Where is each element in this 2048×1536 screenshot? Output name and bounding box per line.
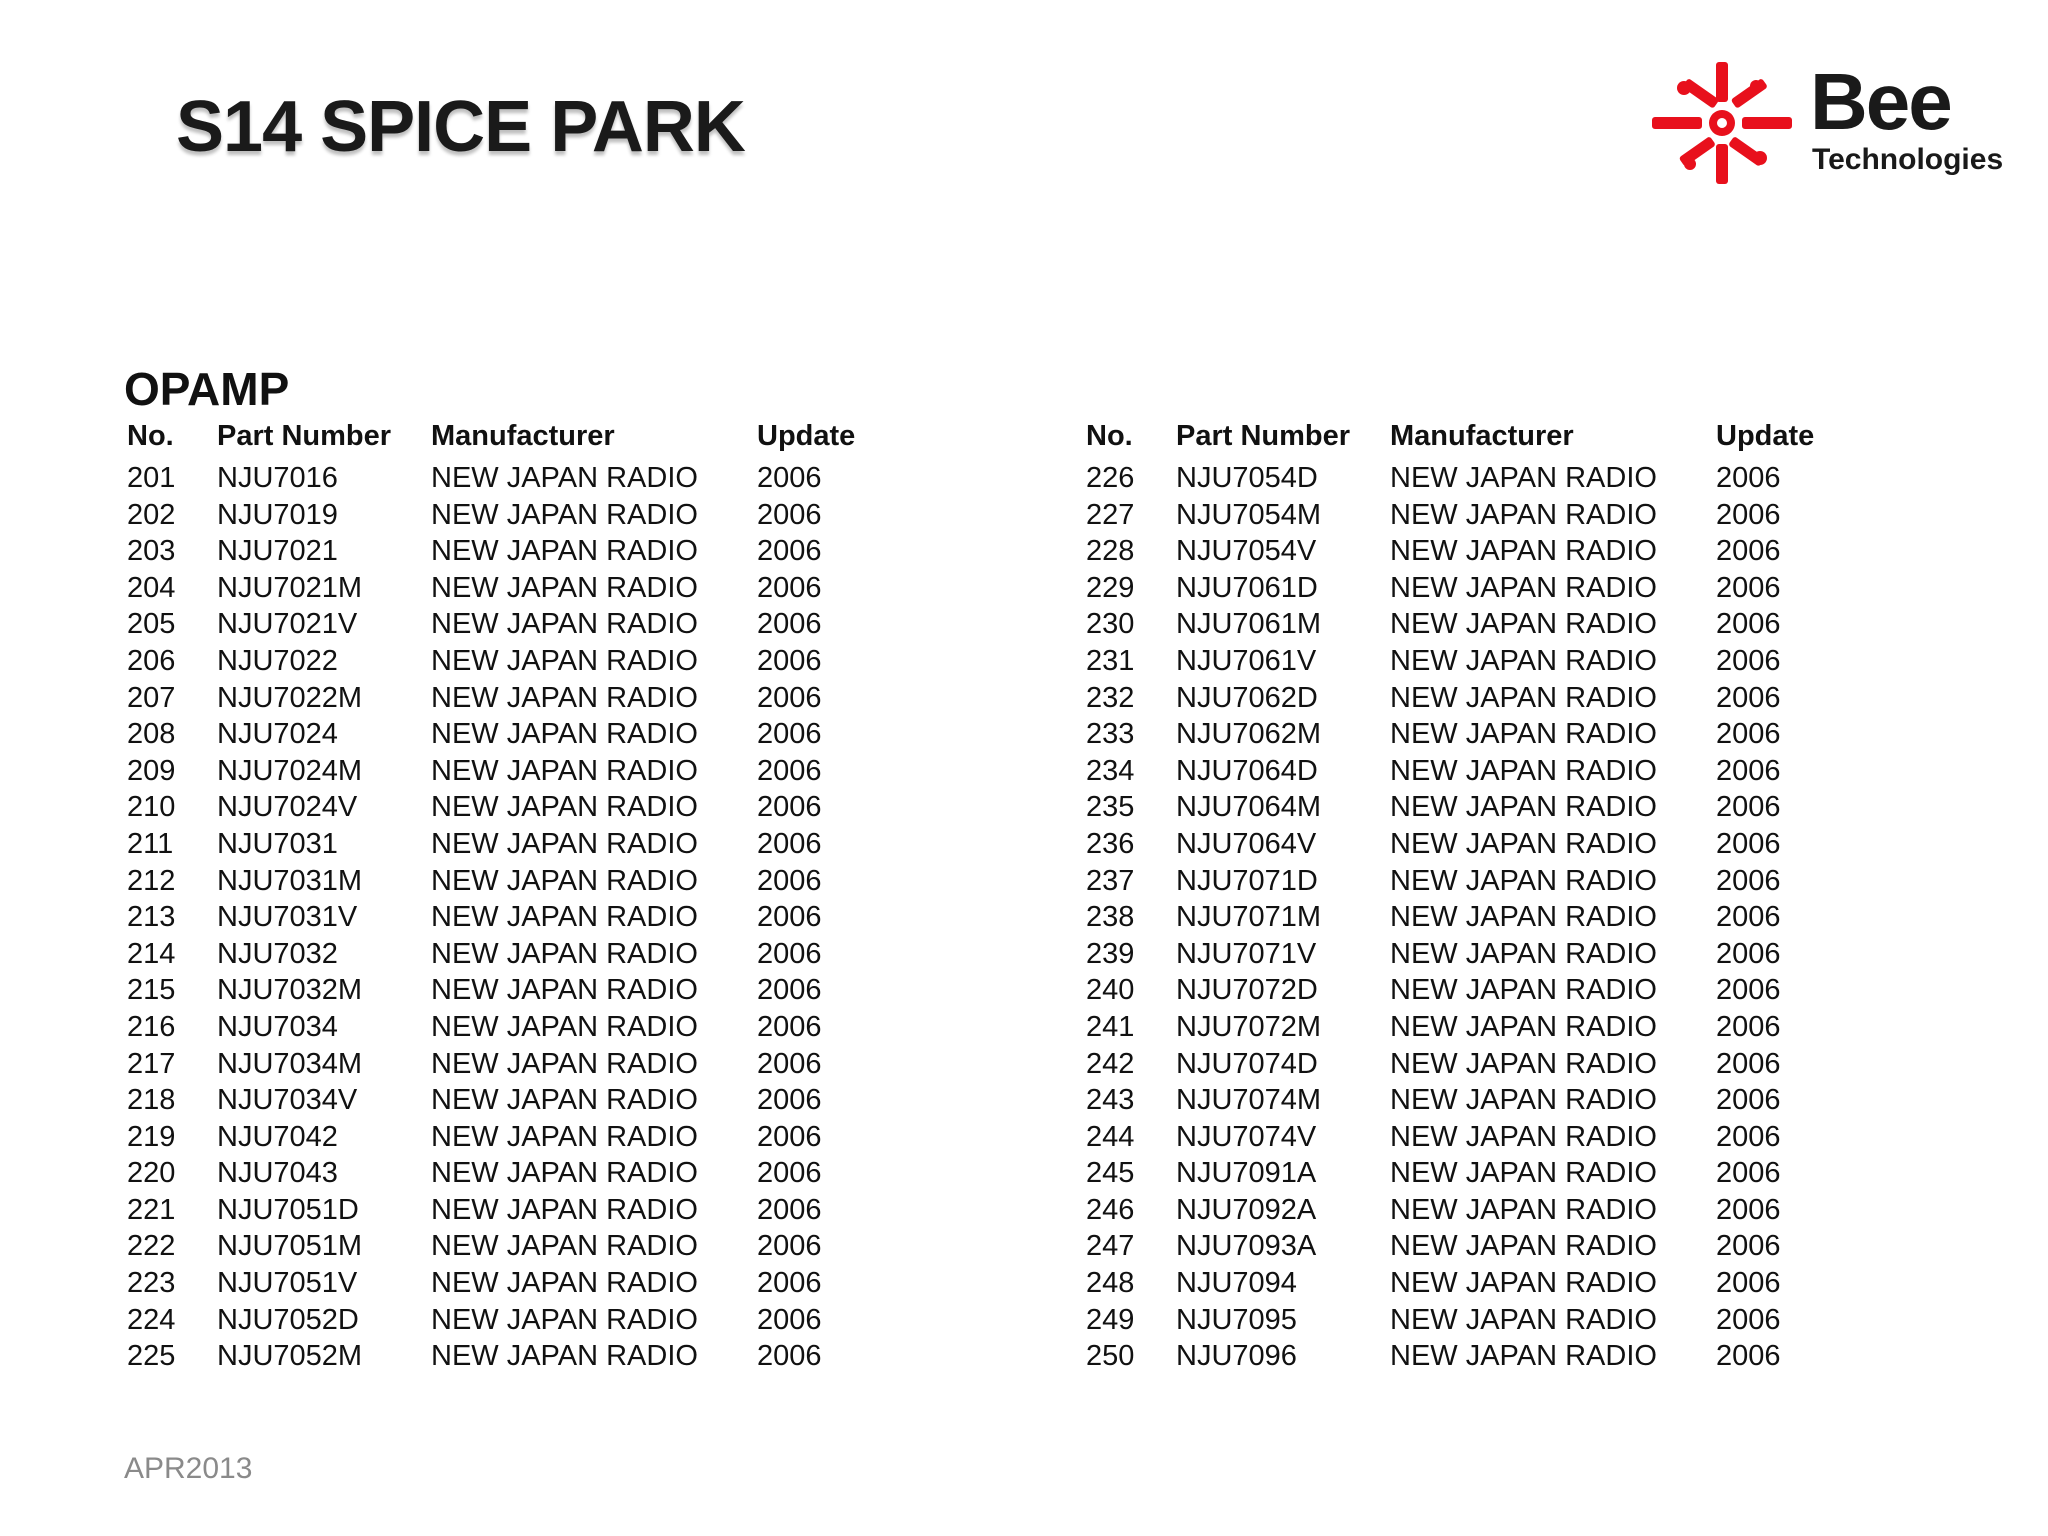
cell-manufacturer: NEW JAPAN RADIO	[431, 1193, 698, 1226]
cell-manufacturer: NEW JAPAN RADIO	[1390, 1084, 1657, 1117]
cell-no: 210	[127, 791, 176, 824]
cell-manufacturer: NEW JAPAN RADIO	[431, 535, 698, 568]
cell-no: 228	[1086, 535, 1135, 568]
cell-part-number: NJU7032M	[217, 974, 363, 1007]
cell-update: 2006	[757, 937, 822, 970]
cell-update: 2006	[1716, 681, 1781, 714]
cell-manufacturer: NEW JAPAN RADIO	[431, 608, 698, 641]
cell-update: 2006	[757, 864, 822, 897]
cell-update: 2006	[1716, 791, 1781, 824]
cell-update: 2006	[757, 608, 822, 641]
cell-manufacturer: NEW JAPAN RADIO	[431, 498, 698, 531]
cell-no: 239	[1086, 937, 1135, 970]
col-header-manufacturer: Manufacturer	[431, 420, 615, 452]
cell-part-number: NJU7043	[217, 1157, 338, 1190]
cell-update: 2006	[1716, 1267, 1781, 1300]
cell-manufacturer: NEW JAPAN RADIO	[1390, 1157, 1657, 1190]
cell-update: 2006	[1716, 901, 1781, 934]
cell-no: 232	[1086, 681, 1135, 714]
cell-part-number: NJU7051M	[217, 1230, 363, 1263]
cell-no: 243	[1086, 1084, 1135, 1117]
cell-part-number: NJU7072M	[1176, 1010, 1322, 1043]
cell-no: 245	[1086, 1157, 1135, 1190]
cell-no: 226	[1086, 462, 1135, 494]
cell-part-number: NJU7072D	[1176, 974, 1318, 1007]
cell-part-number: NJU7034V	[217, 1084, 358, 1117]
cell-no: 211	[127, 827, 174, 860]
cell-no: 238	[1086, 901, 1135, 934]
cell-manufacturer: NEW JAPAN RADIO	[1390, 1047, 1657, 1080]
cell-part-number: NJU7022M	[217, 681, 363, 714]
cell-no: 207	[127, 681, 176, 714]
cell-part-number: NJU7071D	[1176, 864, 1318, 897]
cell-manufacturer: NEW JAPAN RADIO	[431, 791, 698, 824]
cell-manufacturer: NEW JAPAN RADIO	[1390, 791, 1657, 824]
cell-update: 2006	[757, 498, 822, 531]
cell-no: 246	[1086, 1193, 1135, 1226]
cell-update: 2006	[757, 718, 822, 751]
cell-no: 225	[127, 1340, 176, 1373]
cell-update: 2006	[1716, 571, 1781, 604]
cell-manufacturer: NEW JAPAN RADIO	[431, 754, 698, 787]
cell-no: 202	[127, 498, 176, 531]
cell-update: 2006	[757, 1267, 822, 1300]
cell-part-number: NJU7024V	[217, 791, 358, 824]
cell-manufacturer: NEW JAPAN RADIO	[431, 901, 698, 934]
cell-part-number: NJU7092A	[1176, 1193, 1317, 1226]
cell-manufacturer: NEW JAPAN RADIO	[431, 937, 698, 970]
cell-part-number: NJU7054V	[1176, 535, 1317, 568]
cell-no: 230	[1086, 608, 1135, 641]
cell-no: 209	[127, 754, 176, 787]
cell-part-number: NJU7064D	[1176, 754, 1318, 787]
cell-manufacturer: NEW JAPAN RADIO	[431, 1157, 698, 1190]
cell-part-number: NJU7031	[217, 827, 338, 860]
cell-update: 2006	[757, 1230, 822, 1263]
cell-manufacturer: NEW JAPAN RADIO	[1390, 754, 1657, 787]
cell-no: 222	[127, 1230, 176, 1263]
cell-part-number: NJU7021	[217, 535, 338, 568]
cell-part-number: NJU7071M	[1176, 901, 1322, 934]
cell-no: 213	[127, 901, 176, 934]
cell-no: 214	[127, 937, 176, 970]
cell-manufacturer: NEW JAPAN RADIO	[431, 864, 698, 897]
cell-part-number: NJU7032	[217, 937, 338, 970]
cell-update: 2006	[1716, 1193, 1781, 1226]
cell-no: 208	[127, 718, 176, 751]
cell-update: 2006	[757, 1047, 822, 1080]
cell-update: 2006	[1716, 1230, 1781, 1263]
cell-update: 2006	[1716, 498, 1781, 531]
cell-part-number: NJU7064M	[1176, 791, 1322, 824]
cell-no: 248	[1086, 1267, 1135, 1300]
cell-no: 231	[1086, 644, 1135, 677]
cell-no: 249	[1086, 1303, 1135, 1336]
page-title: S14 SPICE PARK	[176, 87, 745, 167]
cell-part-number: NJU7074V	[1176, 1120, 1317, 1153]
cell-update: 2006	[757, 1303, 822, 1336]
cell-part-number: NJU7034	[217, 1010, 338, 1043]
cell-update: 2006	[757, 791, 822, 824]
cell-manufacturer: NEW JAPAN RADIO	[431, 644, 698, 677]
cell-manufacturer: NEW JAPAN RADIO	[1390, 827, 1657, 860]
cell-manufacturer: NEW JAPAN RADIO	[1390, 681, 1657, 714]
cell-manufacturer: NEW JAPAN RADIO	[431, 1340, 698, 1373]
cell-part-number: NJU7094	[1176, 1267, 1297, 1300]
cell-manufacturer: NEW JAPAN RADIO	[1390, 974, 1657, 1007]
cell-manufacturer: NEW JAPAN RADIO	[1390, 1303, 1657, 1336]
cell-part-number: NJU7016	[217, 462, 338, 494]
cell-part-number: NJU7074D	[1176, 1047, 1318, 1080]
bee-technologies-logo	[1650, 58, 2010, 188]
col-header-manufacturer: Manufacturer	[1390, 420, 1574, 452]
cell-update: 2006	[757, 535, 822, 568]
cell-manufacturer: NEW JAPAN RADIO	[1390, 1120, 1657, 1153]
cell-manufacturer: NEW JAPAN RADIO	[1390, 1267, 1657, 1300]
cell-no: 212	[127, 864, 176, 897]
cell-part-number: NJU7052M	[217, 1340, 363, 1373]
cell-no: 250	[1086, 1340, 1135, 1373]
cell-update: 2006	[1716, 1303, 1781, 1336]
cell-no: 215	[127, 974, 176, 1007]
cell-manufacturer: NEW JAPAN RADIO	[1390, 608, 1657, 641]
cell-update: 2006	[757, 827, 822, 860]
cell-part-number: NJU7093A	[1176, 1230, 1317, 1263]
cell-manufacturer: NEW JAPAN RADIO	[431, 827, 698, 860]
cell-no: 236	[1086, 827, 1135, 860]
cell-manufacturer: NEW JAPAN RADIO	[1390, 1230, 1657, 1263]
cell-no: 223	[127, 1267, 176, 1300]
cell-manufacturer: NEW JAPAN RADIO	[431, 974, 698, 1007]
cell-update: 2006	[1716, 718, 1781, 751]
cell-part-number: NJU7091A	[1176, 1157, 1317, 1190]
cell-update: 2006	[757, 901, 822, 934]
cell-no: 205	[127, 608, 176, 641]
cell-update: 2006	[757, 1193, 822, 1226]
cell-manufacturer: NEW JAPAN RADIO	[431, 1303, 698, 1336]
cell-manufacturer: NEW JAPAN RADIO	[1390, 644, 1657, 677]
cell-update: 2006	[757, 754, 822, 787]
cell-update: 2006	[1716, 827, 1781, 860]
cell-part-number: NJU7021M	[217, 571, 363, 604]
logo-burst-icon	[1650, 58, 1800, 188]
cell-update: 2006	[757, 974, 822, 1007]
cell-part-number: NJU7054D	[1176, 462, 1318, 494]
cell-manufacturer: NEW JAPAN RADIO	[1390, 1340, 1657, 1373]
cell-manufacturer: NEW JAPAN RADIO	[431, 1047, 698, 1080]
cell-update: 2006	[1716, 1157, 1781, 1190]
cell-part-number: NJU7051V	[217, 1267, 358, 1300]
cell-manufacturer: NEW JAPAN RADIO	[1390, 535, 1657, 568]
cell-part-number: NJU7021V	[217, 608, 358, 641]
cell-part-number: NJU7062M	[1176, 718, 1322, 751]
cell-part-number: NJU7071V	[1176, 937, 1317, 970]
cell-part-number: NJU7034M	[217, 1047, 363, 1080]
cell-update: 2006	[1716, 1084, 1781, 1117]
cell-part-number: NJU7061M	[1176, 608, 1322, 641]
cell-no: 217	[127, 1047, 176, 1080]
cell-no: 219	[127, 1120, 176, 1153]
logo-subtitle: Technologies	[1812, 143, 2004, 176]
cell-update: 2006	[1716, 535, 1781, 568]
cell-part-number: NJU7062D	[1176, 681, 1318, 714]
cell-update: 2006	[757, 1157, 822, 1190]
cell-update: 2006	[757, 571, 822, 604]
cell-part-number: NJU7019	[217, 498, 338, 531]
cell-no: 247	[1086, 1230, 1135, 1263]
cell-part-number: NJU7051D	[217, 1193, 359, 1226]
cell-no: 234	[1086, 754, 1135, 787]
cell-part-number: NJU7031M	[217, 864, 363, 897]
cell-update: 2006	[757, 462, 822, 494]
cell-part-number: NJU7096	[1176, 1340, 1297, 1373]
cell-no: 204	[127, 571, 176, 604]
cell-manufacturer: NEW JAPAN RADIO	[431, 571, 698, 604]
cell-update: 2006	[1716, 937, 1781, 970]
cell-part-number: NJU7022	[217, 644, 338, 677]
cell-update: 2006	[1716, 608, 1781, 641]
cell-part-number: NJU7042	[217, 1120, 338, 1153]
cell-update: 2006	[1716, 1047, 1781, 1080]
col-header-part-number: Part Number	[1176, 420, 1351, 452]
cell-no: 235	[1086, 791, 1135, 824]
cell-manufacturer: NEW JAPAN RADIO	[431, 718, 698, 751]
cell-update: 2006	[757, 1084, 822, 1117]
cell-no: 201	[127, 462, 176, 494]
cell-part-number: NJU7074M	[1176, 1084, 1322, 1117]
cell-part-number: NJU7061V	[1176, 644, 1317, 677]
cell-no: 224	[127, 1303, 176, 1336]
cell-no: 242	[1086, 1047, 1135, 1080]
cell-part-number: NJU7061D	[1176, 571, 1318, 604]
col-header-update: Update	[757, 420, 856, 452]
col-header-part-number: Part Number	[217, 420, 392, 452]
cell-manufacturer: NEW JAPAN RADIO	[431, 1267, 698, 1300]
cell-part-number: NJU7052D	[217, 1303, 359, 1336]
cell-no: 227	[1086, 498, 1135, 531]
cell-update: 2006	[757, 1340, 822, 1373]
cell-no: 229	[1086, 571, 1135, 604]
cell-part-number: NJU7024M	[217, 754, 363, 787]
cell-manufacturer: NEW JAPAN RADIO	[431, 1084, 698, 1117]
section-title: OPAMP	[124, 363, 290, 415]
cell-manufacturer: NEW JAPAN RADIO	[1390, 718, 1657, 751]
col-header-no: No.	[127, 420, 174, 452]
cell-update: 2006	[1716, 974, 1781, 1007]
cell-manufacturer: NEW JAPAN RADIO	[431, 462, 698, 494]
cell-manufacturer: NEW JAPAN RADIO	[431, 1230, 698, 1263]
cell-part-number: NJU7095	[1176, 1303, 1297, 1336]
cell-manufacturer: NEW JAPAN RADIO	[431, 1120, 698, 1153]
cell-update: 2006	[1716, 1340, 1781, 1373]
cell-part-number: NJU7064V	[1176, 827, 1317, 860]
cell-part-number: NJU7054M	[1176, 498, 1322, 531]
cell-no: 233	[1086, 718, 1135, 751]
cell-manufacturer: NEW JAPAN RADIO	[1390, 462, 1657, 494]
cell-no: 237	[1086, 864, 1135, 897]
cell-manufacturer: NEW JAPAN RADIO	[1390, 498, 1657, 531]
cell-no: 220	[127, 1157, 176, 1190]
logo-wordmark: Bee	[1810, 57, 1951, 146]
cell-manufacturer: NEW JAPAN RADIO	[1390, 937, 1657, 970]
cell-update: 2006	[757, 681, 822, 714]
cell-manufacturer: NEW JAPAN RADIO	[1390, 864, 1657, 897]
cell-part-number: NJU7024	[217, 718, 338, 751]
cell-no: 221	[127, 1193, 176, 1226]
cell-update: 2006	[1716, 754, 1781, 787]
cell-manufacturer: NEW JAPAN RADIO	[1390, 901, 1657, 934]
cell-no: 206	[127, 644, 176, 677]
cell-no: 244	[1086, 1120, 1135, 1153]
col-header-update: Update	[1716, 420, 1815, 452]
cell-no: 240	[1086, 974, 1135, 1007]
cell-manufacturer: NEW JAPAN RADIO	[1390, 571, 1657, 604]
cell-update: 2006	[757, 1120, 822, 1153]
cell-update: 2006	[1716, 644, 1781, 677]
cell-update: 2006	[757, 644, 822, 677]
cell-update: 2006	[757, 1010, 822, 1043]
cell-update: 2006	[1716, 462, 1781, 494]
cell-manufacturer: NEW JAPAN RADIO	[431, 681, 698, 714]
cell-part-number: NJU7031V	[217, 901, 358, 934]
cell-update: 2006	[1716, 1010, 1781, 1043]
cell-no: 203	[127, 535, 176, 568]
cell-update: 2006	[1716, 1120, 1781, 1153]
cell-update: 2006	[1716, 864, 1781, 897]
footer-date: APR2013	[124, 1452, 253, 1485]
cell-manufacturer: NEW JAPAN RADIO	[1390, 1010, 1657, 1043]
cell-no: 218	[127, 1084, 176, 1117]
cell-manufacturer: NEW JAPAN RADIO	[1390, 1193, 1657, 1226]
cell-no: 241	[1086, 1010, 1135, 1043]
cell-no: 216	[127, 1010, 176, 1043]
cell-manufacturer: NEW JAPAN RADIO	[431, 1010, 698, 1043]
col-header-no: No.	[1086, 420, 1133, 452]
